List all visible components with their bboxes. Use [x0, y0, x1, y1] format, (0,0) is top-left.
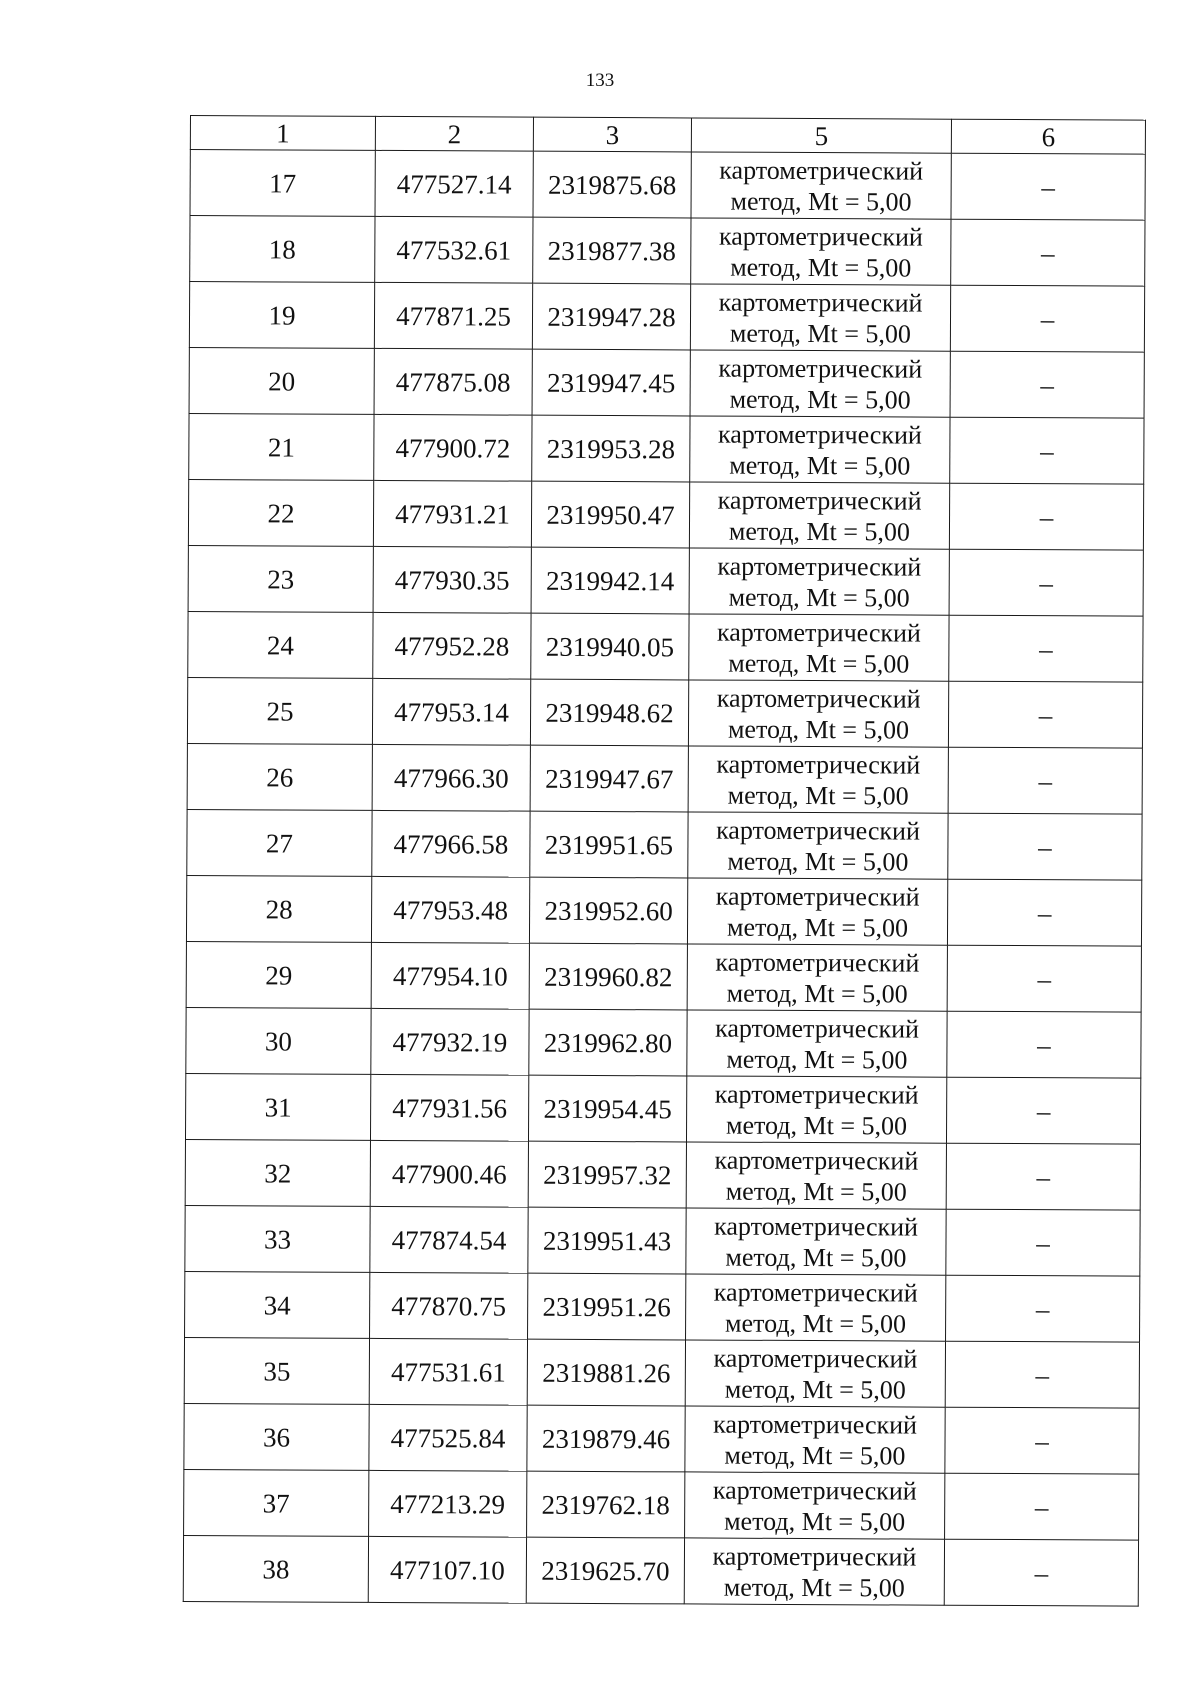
y-coordinate-cell: 2319951.26	[528, 1273, 686, 1340]
table-row	[187, 743, 1142, 814]
method-line-2: метод, Mt = 5,00	[726, 1044, 908, 1075]
table-row	[184, 1403, 1139, 1474]
method-cell	[689, 548, 949, 615]
x-coordinate-cell: 477871.25	[374, 282, 532, 349]
point-number-cell: 25	[187, 677, 372, 744]
method-line-1: картометрический	[719, 155, 924, 186]
table-row	[187, 677, 1142, 748]
y-coordinate-cell: 2319962.80	[529, 1009, 687, 1076]
column-6-cell: –	[946, 1143, 1140, 1210]
column-6-cell: –	[946, 1275, 1140, 1342]
table-row	[189, 282, 1144, 353]
method-line-2: метод, Mt = 5,00	[723, 1572, 905, 1603]
method-line-1: картометрический	[716, 815, 920, 846]
y-coordinate-cell: 2319948.62	[530, 679, 688, 746]
method-line-1: картометрический	[716, 683, 921, 714]
y-coordinate-cell: 2319947.67	[530, 745, 688, 812]
method-cell	[689, 614, 949, 681]
column-6-cell: –	[945, 1473, 1139, 1540]
column-6-cell: –	[944, 1539, 1138, 1606]
table-row	[186, 875, 1141, 946]
y-coordinate-cell: 2319952.60	[529, 877, 687, 944]
point-number-cell: 17	[190, 150, 375, 217]
x-coordinate-cell: 477900.72	[374, 414, 532, 481]
x-coordinate-cell: 477107.10	[368, 1536, 526, 1603]
table-row	[183, 1535, 1138, 1606]
method-line-2: метод, Mt = 5,00	[730, 186, 912, 217]
table-row	[187, 809, 1142, 880]
x-coordinate-cell: 477952.28	[373, 612, 531, 679]
x-coordinate-cell: 477532.61	[375, 216, 533, 283]
table-row	[184, 1337, 1139, 1408]
x-coordinate-cell: 477525.84	[369, 1404, 527, 1471]
method-line-2: метод, Mt = 5,00	[724, 1506, 906, 1537]
x-coordinate-cell: 477213.29	[369, 1470, 527, 1537]
y-coordinate-cell: 2319957.32	[528, 1141, 686, 1208]
column-6-cell: –	[947, 1011, 1141, 1078]
table-row	[185, 1205, 1140, 1276]
table-row	[190, 150, 1145, 221]
y-coordinate-cell: 2319954.45	[528, 1075, 686, 1142]
point-number-cell: 30	[186, 1007, 371, 1074]
column-6-cell: –	[948, 747, 1142, 814]
point-number-cell: 21	[189, 413, 374, 480]
column-6-cell: –	[950, 285, 1144, 352]
table-row	[188, 611, 1143, 682]
x-coordinate-cell: 477930.35	[373, 546, 531, 613]
point-number-cell: 20	[189, 347, 374, 414]
column-header-1: 1	[190, 116, 375, 151]
method-cell	[688, 680, 948, 747]
method-line-2: метод, Mt = 5,00	[724, 1440, 906, 1471]
method-cell	[686, 1076, 946, 1143]
method-line-1: картометрический	[714, 1079, 919, 1110]
y-coordinate-cell: 2319877.38	[533, 217, 691, 284]
table-row	[190, 216, 1145, 287]
method-cell	[690, 350, 950, 417]
y-coordinate-cell: 2319950.47	[531, 481, 689, 548]
table-row	[184, 1469, 1139, 1540]
point-number-cell: 32	[185, 1139, 370, 1206]
column-6-cell: –	[949, 549, 1143, 616]
method-cell	[684, 1538, 944, 1605]
method-cell	[685, 1472, 945, 1539]
column-6-cell: –	[949, 615, 1143, 682]
point-number-cell: 37	[184, 1469, 369, 1536]
x-coordinate-cell: 477870.75	[370, 1272, 528, 1339]
point-number-cell: 31	[185, 1073, 370, 1140]
point-number-cell: 22	[188, 479, 373, 546]
method-cell	[690, 284, 950, 351]
method-line-1: картометрический	[714, 1211, 919, 1242]
column-header-6: 6	[951, 119, 1145, 154]
method-line-1: картометрический	[718, 221, 923, 252]
coordinates-table	[183, 115, 1146, 1607]
column-header-3: 3	[533, 117, 691, 152]
x-coordinate-cell: 477931.21	[373, 480, 531, 547]
column-header-2: 2	[375, 116, 533, 151]
x-coordinate-cell: 477931.56	[370, 1074, 528, 1141]
method-line-1: картометрический	[713, 1343, 918, 1374]
x-coordinate-cell: 477874.54	[370, 1206, 528, 1273]
table-row	[189, 413, 1144, 484]
method-line-1: картометрический	[713, 1277, 918, 1308]
point-number-cell: 29	[186, 941, 371, 1008]
x-coordinate-cell: 477531.61	[369, 1338, 527, 1405]
point-number-cell: 33	[185, 1205, 370, 1272]
method-line-2: метод, Mt = 5,00	[727, 780, 909, 811]
method-line-2: метод, Mt = 5,00	[725, 1308, 907, 1339]
method-cell	[691, 218, 951, 285]
method-cell	[687, 944, 947, 1011]
method-cell	[691, 152, 951, 219]
page-number: 133	[585, 70, 615, 91]
method-line-1: картометрический	[717, 551, 922, 582]
point-number-cell: 34	[185, 1271, 370, 1338]
x-coordinate-cell: 477527.14	[375, 150, 533, 217]
method-line-1: картометрический	[715, 1013, 920, 1044]
column-6-cell: –	[947, 879, 1141, 946]
y-coordinate-cell: 2319879.46	[527, 1405, 685, 1472]
y-coordinate-cell: 2319875.68	[533, 151, 691, 218]
method-line-1: картометрический	[718, 353, 923, 384]
x-coordinate-cell: 477953.14	[372, 678, 530, 745]
method-line-1: картометрический	[717, 419, 922, 450]
x-coordinate-cell: 477932.19	[371, 1008, 529, 1075]
method-cell	[686, 1208, 946, 1275]
method-line-2: метод, Mt = 5,00	[726, 1110, 908, 1141]
method-line-1: картометрический	[713, 1409, 918, 1440]
table-row	[185, 1271, 1140, 1342]
y-coordinate-cell: 2319625.70	[526, 1537, 684, 1604]
point-number-cell: 19	[189, 282, 374, 349]
x-coordinate-cell: 477953.48	[371, 876, 529, 943]
y-coordinate-cell: 2319881.26	[527, 1339, 685, 1406]
x-coordinate-cell: 477875.08	[374, 348, 532, 415]
table-row	[189, 347, 1144, 418]
y-coordinate-cell: 2319762.18	[527, 1471, 685, 1538]
y-coordinate-cell: 2319942.14	[531, 547, 689, 614]
method-line-2: метод, Mt = 5,00	[724, 1374, 906, 1405]
point-number-cell: 27	[187, 809, 372, 876]
y-coordinate-cell: 2319947.45	[532, 349, 690, 416]
x-coordinate-cell: 477966.58	[372, 810, 530, 877]
method-line-2: метод, Mt = 5,00	[726, 912, 909, 943]
method-line-2: метод, Mt = 5,00	[727, 714, 910, 745]
column-6-cell: –	[945, 1341, 1139, 1408]
method-line-2: метод, Mt = 5,00	[729, 450, 911, 481]
method-line-1: картометрический	[717, 485, 922, 516]
method-line-2: метод, Mt = 5,00	[728, 648, 910, 679]
method-cell	[688, 746, 948, 813]
column-6-cell: –	[951, 219, 1145, 286]
method-cell	[686, 1142, 946, 1209]
column-6-cell: –	[948, 813, 1142, 880]
method-line-1: картометрический	[714, 1145, 919, 1176]
method-cell	[685, 1340, 945, 1407]
column-6-cell: –	[946, 1209, 1140, 1276]
column-6-cell: –	[951, 153, 1145, 220]
column-6-cell: –	[948, 681, 1142, 748]
point-number-cell: 35	[184, 1337, 369, 1404]
method-line-1: картометрический	[718, 287, 923, 318]
method-line-2: метод, Mt = 5,00	[729, 318, 912, 349]
point-number-cell: 18	[190, 216, 375, 283]
method-line-1: картометрический	[715, 881, 920, 912]
point-number-cell: 23	[188, 545, 373, 612]
method-cell	[687, 878, 947, 945]
table-row	[188, 479, 1143, 550]
point-number-cell: 38	[183, 1535, 368, 1602]
y-coordinate-cell: 2319940.05	[531, 613, 689, 680]
column-6-cell: –	[950, 351, 1144, 418]
method-line-2: метод, Mt = 5,00	[730, 252, 912, 283]
method-cell	[687, 1010, 947, 1077]
method-line-1: картометрический	[712, 1541, 917, 1572]
table-row	[185, 1139, 1140, 1210]
column-6-cell: –	[947, 945, 1141, 1012]
y-coordinate-cell: 2319951.65	[530, 811, 688, 878]
y-coordinate-cell: 2319960.82	[529, 943, 687, 1010]
column-6-cell: –	[950, 417, 1144, 484]
x-coordinate-cell: 477966.30	[372, 744, 530, 811]
y-coordinate-cell: 2319951.43	[528, 1207, 686, 1274]
y-coordinate-cell: 2319953.28	[532, 415, 690, 482]
column-header-5: 5	[691, 118, 951, 153]
table-header-row	[190, 116, 1145, 155]
point-number-cell: 36	[184, 1403, 369, 1470]
method-line-1: картометрический	[712, 1475, 917, 1506]
method-line-2: метод, Mt = 5,00	[725, 1176, 907, 1207]
table-row	[188, 545, 1143, 616]
column-6-cell: –	[949, 483, 1143, 550]
column-6-cell: –	[946, 1077, 1140, 1144]
method-line-2: метод, Mt = 5,00	[729, 384, 911, 415]
column-6-cell: –	[945, 1407, 1139, 1474]
method-line-2: метод, Mt = 5,00	[728, 516, 911, 547]
table-body	[183, 150, 1145, 1607]
x-coordinate-cell: 477954.10	[371, 942, 529, 1009]
point-number-cell: 24	[188, 611, 373, 678]
method-cell	[690, 416, 950, 483]
method-cell	[685, 1406, 945, 1473]
method-line-1: картометрический	[717, 617, 921, 648]
method-cell	[688, 812, 948, 879]
method-line-2: метод, Mt = 5,00	[725, 1242, 907, 1273]
method-line-2: метод, Mt = 5,00	[728, 582, 910, 613]
method-cell	[689, 482, 949, 549]
point-number-cell: 26	[187, 743, 372, 810]
table-row	[186, 941, 1141, 1012]
method-line-2: метод, Mt = 5,00	[727, 846, 909, 877]
method-line-2: метод, Mt = 5,00	[726, 978, 908, 1009]
x-coordinate-cell: 477900.46	[370, 1140, 528, 1207]
method-line-1: картометрический	[715, 947, 920, 978]
method-cell	[686, 1274, 946, 1341]
method-line-1: картометрический	[716, 749, 921, 780]
point-number-cell: 28	[186, 875, 371, 942]
y-coordinate-cell: 2319947.28	[532, 283, 690, 350]
table-row	[186, 1007, 1141, 1078]
table-row	[185, 1073, 1140, 1144]
